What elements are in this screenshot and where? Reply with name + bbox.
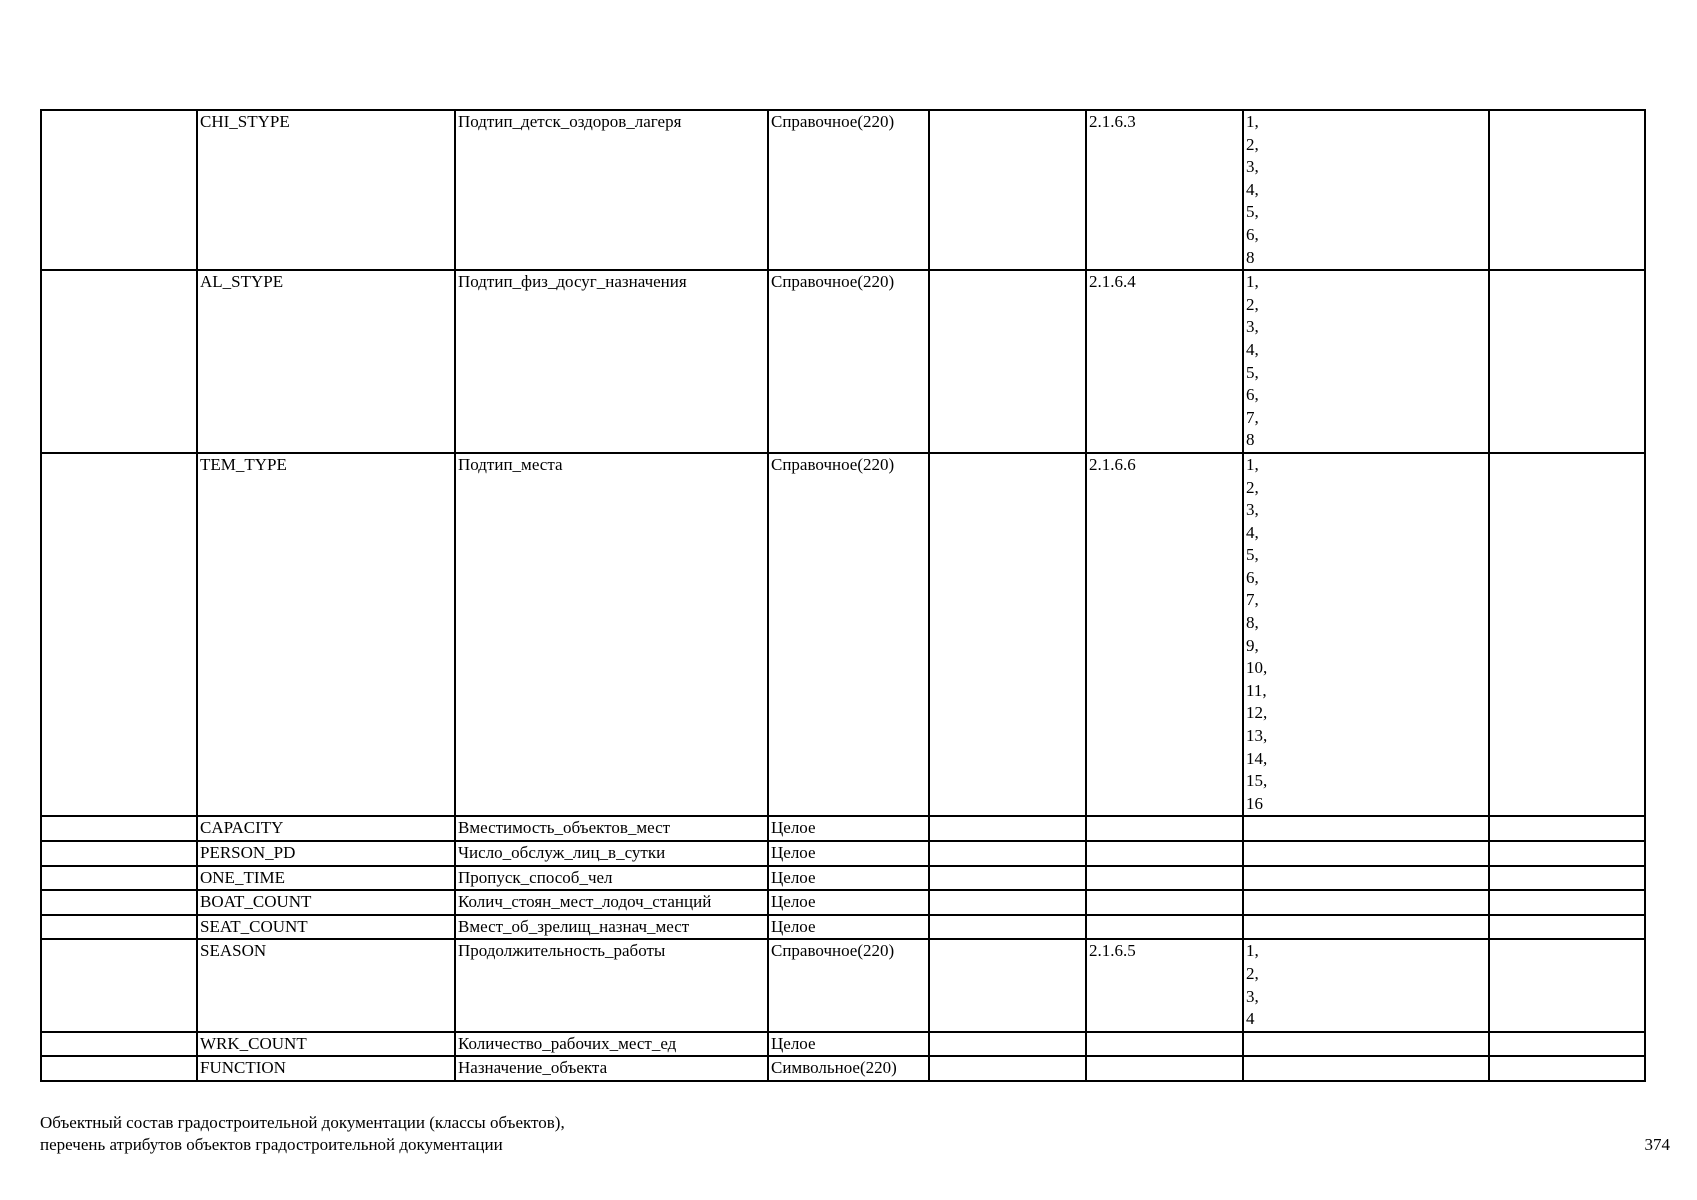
cell-empty-trailing xyxy=(1489,841,1645,866)
cell-empty xyxy=(929,270,1086,453)
allowed-value: 8 xyxy=(1246,247,1255,267)
cell-attribute-name: Вмест_об_зрелищ_назнач_мест xyxy=(455,915,768,940)
cell-allowed-values xyxy=(1243,453,1489,817)
allowed-value: 16 xyxy=(1246,793,1263,813)
allowed-value: 2, xyxy=(1246,963,1259,983)
table-row xyxy=(41,270,1645,453)
cell-allowed-values xyxy=(1243,915,1489,940)
cell-attribute-code: TEM_TYPE xyxy=(197,453,455,817)
allowed-value: 1, xyxy=(1246,112,1259,131)
cell-data-type: Целое xyxy=(768,866,929,891)
cell-empty xyxy=(929,866,1086,891)
cell-empty-trailing xyxy=(1489,1032,1645,1057)
allowed-value: 12, xyxy=(1246,703,1268,723)
allowed-value: 1, xyxy=(1246,272,1259,292)
cell-empty xyxy=(929,1032,1086,1057)
cell-data-type: Целое xyxy=(768,816,929,841)
allowed-value: 6, xyxy=(1246,224,1259,244)
cell-empty-leading xyxy=(41,1056,197,1081)
table-row xyxy=(41,1032,1645,1057)
cell-reference-section xyxy=(1086,866,1243,891)
allowed-value: 5, xyxy=(1246,202,1259,222)
cell-empty xyxy=(929,453,1086,817)
cell-allowed-values xyxy=(1243,110,1489,270)
attributes-table xyxy=(40,109,1646,1082)
cell-empty-leading xyxy=(41,110,197,270)
cell-empty-trailing xyxy=(1489,816,1645,841)
allowed-value: 4, xyxy=(1246,522,1259,542)
cell-allowed-values xyxy=(1243,1056,1489,1081)
allowed-value: 11, xyxy=(1246,680,1267,700)
cell-empty-trailing xyxy=(1489,110,1645,270)
cell-attribute-name: Подтип_места xyxy=(455,453,768,817)
cell-attribute-code: SEAT_COUNT xyxy=(197,915,455,940)
cell-empty-leading xyxy=(41,915,197,940)
cell-attribute-name: Продолжительность_работы xyxy=(455,939,768,1031)
allowed-value: 8 xyxy=(1246,430,1255,450)
cell-data-type: Справочное(220) xyxy=(768,453,929,817)
allowed-value: 3, xyxy=(1246,317,1259,337)
table-row xyxy=(41,816,1645,841)
cell-reference-section xyxy=(1086,890,1243,915)
cell-reference-section: 2.1.6.5 xyxy=(1086,939,1243,1031)
footer-caption-line-1: Объектный состав градостроительной документации (классы объектов), xyxy=(40,1113,565,1132)
cell-attribute-code: ONE_TIME xyxy=(197,866,455,891)
cell-empty-leading xyxy=(41,890,197,915)
allowed-value: 6, xyxy=(1246,385,1259,405)
cell-attribute-code: CAPACITY xyxy=(197,816,455,841)
cell-empty-trailing xyxy=(1489,890,1645,915)
cell-empty-leading xyxy=(41,816,197,841)
cell-data-type: Целое xyxy=(768,915,929,940)
cell-attribute-name: Число_обслуж_лиц_в_сутки xyxy=(455,841,768,866)
cell-allowed-values xyxy=(1243,890,1489,915)
table-row xyxy=(41,453,1645,817)
cell-empty xyxy=(929,915,1086,940)
cell-data-type: Справочное(220) xyxy=(768,939,929,1031)
cell-empty-trailing xyxy=(1489,939,1645,1031)
cell-reference-section xyxy=(1086,915,1243,940)
cell-reference-section: 2.1.6.3 xyxy=(1086,110,1243,270)
allowed-value: 1, xyxy=(1246,941,1259,961)
attributes-table-body xyxy=(41,110,1645,1081)
cell-empty xyxy=(929,939,1086,1031)
cell-empty-trailing xyxy=(1489,1056,1645,1081)
allowed-value: 3, xyxy=(1246,157,1259,177)
cell-reference-section xyxy=(1086,1032,1243,1057)
cell-data-type: Символьное(220) xyxy=(768,1056,929,1081)
allowed-value: 8, xyxy=(1246,613,1259,633)
cell-empty-trailing xyxy=(1489,453,1645,817)
cell-allowed-values xyxy=(1243,816,1489,841)
cell-attribute-name: Подтип_физ_досуг_назначения xyxy=(455,270,768,453)
cell-data-type: Целое xyxy=(768,1032,929,1057)
cell-attribute-code: AL_STYPE xyxy=(197,270,455,453)
allowed-value: 2, xyxy=(1246,134,1259,154)
allowed-value: 7, xyxy=(1246,407,1259,427)
cell-allowed-values xyxy=(1243,1032,1489,1057)
cell-attribute-name: Количество_рабочих_мест_ед xyxy=(455,1032,768,1057)
cell-reference-section xyxy=(1086,816,1243,841)
cell-empty-trailing xyxy=(1489,866,1645,891)
page-number: 374 xyxy=(1644,1135,1670,1154)
allowed-value: 5, xyxy=(1246,362,1259,382)
cell-empty-leading xyxy=(41,939,197,1031)
allowed-value: 15, xyxy=(1246,771,1268,791)
cell-empty-leading xyxy=(41,453,197,817)
cell-attribute-code: FUNCTION xyxy=(197,1056,455,1081)
allowed-value: 1, xyxy=(1246,454,1259,474)
allowed-value: 2, xyxy=(1246,477,1259,497)
cell-empty xyxy=(929,816,1086,841)
cell-reference-section: 2.1.6.6 xyxy=(1086,453,1243,817)
cell-empty-leading xyxy=(41,866,197,891)
cell-data-type: Справочное(220) xyxy=(768,270,929,453)
cell-data-type: Целое xyxy=(768,841,929,866)
allowed-value: 4 xyxy=(1246,1009,1255,1029)
allowed-value: 9, xyxy=(1246,635,1259,655)
cell-attribute-code: CHI_STYPE xyxy=(197,110,455,270)
cell-attribute-code: SEASON xyxy=(197,939,455,1031)
cell-allowed-values xyxy=(1243,866,1489,891)
allowed-value: 4, xyxy=(1246,339,1259,359)
allowed-value: 3, xyxy=(1246,500,1259,520)
cell-empty xyxy=(929,1056,1086,1081)
cell-attribute-name: Назначение_объекта xyxy=(455,1056,768,1081)
allowed-value: 10, xyxy=(1246,658,1268,678)
cell-empty xyxy=(929,841,1086,866)
cell-allowed-values xyxy=(1243,841,1489,866)
table-row xyxy=(41,1056,1645,1081)
table-row xyxy=(41,841,1645,866)
cell-empty-trailing xyxy=(1489,270,1645,453)
cell-data-type: Справочное(220) xyxy=(768,110,929,270)
allowed-value: 3, xyxy=(1246,986,1259,1006)
cell-reference-section xyxy=(1086,1056,1243,1081)
cell-empty-leading xyxy=(41,1032,197,1057)
table-row xyxy=(41,939,1645,1031)
cell-empty xyxy=(929,890,1086,915)
allowed-value: 2, xyxy=(1246,294,1259,314)
cell-empty xyxy=(929,110,1086,270)
cell-reference-section xyxy=(1086,841,1243,866)
cell-attribute-name: Пропуск_способ_чел xyxy=(455,866,768,891)
cell-reference-section: 2.1.6.4 xyxy=(1086,270,1243,453)
cell-attribute-name: Вместимость_объектов_мест xyxy=(455,816,768,841)
cell-attribute-code: WRK_COUNT xyxy=(197,1032,455,1057)
table-row xyxy=(41,915,1645,940)
cell-allowed-values xyxy=(1243,939,1489,1031)
cell-empty-leading xyxy=(41,841,197,866)
allowed-value: 6, xyxy=(1246,567,1259,587)
allowed-value: 7, xyxy=(1246,590,1259,610)
footer-caption xyxy=(40,1112,565,1156)
table-row xyxy=(41,866,1645,891)
cell-empty-leading xyxy=(41,270,197,453)
allowed-value: 13, xyxy=(1246,726,1268,746)
allowed-value: 14, xyxy=(1246,748,1268,768)
footer-caption-line-2: перечень атрибутов объектов градостроительной документации xyxy=(40,1135,503,1154)
cell-attribute-name: Подтип_детск_оздоров_лагеря xyxy=(455,110,768,270)
cell-data-type: Целое xyxy=(768,890,929,915)
cell-allowed-values xyxy=(1243,270,1489,453)
table-row xyxy=(41,110,1645,270)
allowed-value: 4, xyxy=(1246,179,1259,199)
cell-attribute-name: Колич_стоян_мест_лодоч_станций xyxy=(455,890,768,915)
cell-empty-trailing xyxy=(1489,915,1645,940)
cell-attribute-code: BOAT_COUNT xyxy=(197,890,455,915)
allowed-value: 5, xyxy=(1246,545,1259,565)
cell-attribute-code: PERSON_PD xyxy=(197,841,455,866)
table-row xyxy=(41,890,1645,915)
